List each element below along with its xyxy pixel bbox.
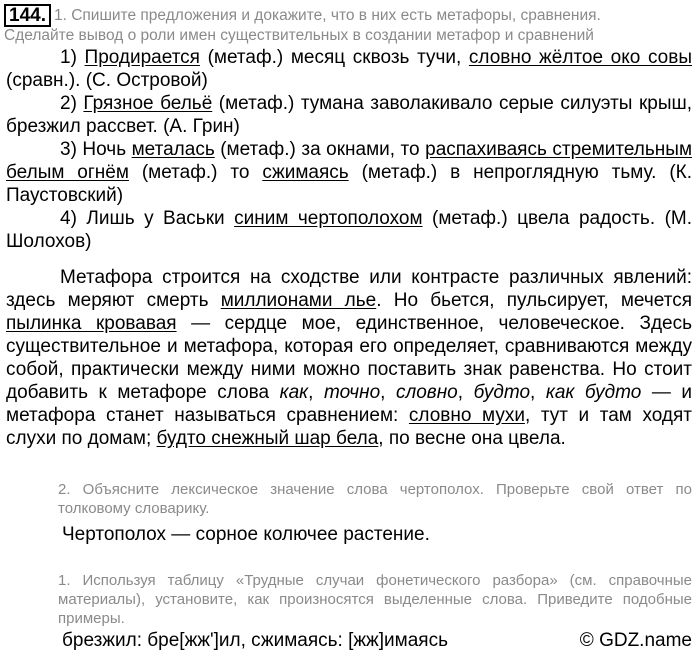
metaphor-phrase: Продирается [84, 47, 200, 68]
italic-word: словно [396, 382, 458, 403]
task-instruction-line2: Сделайте вывод о роли имен существительных в создании метафор и сравнений [4, 27, 594, 44]
conclusion-fragment: , [308, 382, 324, 403]
sentence-number: 3) [60, 139, 77, 160]
task-instruction-line1: 1. Спишите предложения и докажите, что в них есть метафоры, сравнения. [53, 7, 601, 24]
metaphor-phrase: металась [131, 139, 215, 160]
conclusion-fragment: , по весне она цвела. [378, 428, 566, 449]
sentence-text: (метаф.) в непроглядную тьму. (К. Паустовский) [6, 162, 693, 206]
task2-answer: Чертополох — сорное колючее растение. [62, 524, 430, 545]
conclusion-fragment: , [457, 382, 474, 403]
task-number: 144. [4, 4, 51, 27]
conclusion-fragment: , [380, 382, 396, 403]
sentence-text: Ночь [82, 139, 132, 160]
task2-instruction: 2. Объясните лексическое значение слова чертополох. Проверьте свой ответ по толковому словарику. [58, 481, 692, 517]
sentence-number: 2) [60, 93, 77, 114]
sentence-text: (метаф.) месяц сквозь тучи, [199, 47, 469, 68]
italic-word: как будто [545, 382, 642, 403]
underlined-phrase: миллионами лье [220, 290, 377, 311]
italic-word: как [279, 382, 309, 403]
sentence-3 [6, 138, 692, 207]
conclusion-fragment: — и метафора станет называться сравнением: [6, 382, 693, 426]
underlined-phrase: словно мухи [408, 405, 525, 426]
comparison-phrase: словно жёлтое око совы [468, 47, 692, 68]
italic-word: будто [473, 382, 531, 403]
conclusion-fragment: Метафора строится на сходстве или контрасте различных явлений: здесь меряют смерть [6, 267, 692, 311]
conclusion-fragment: , [530, 382, 546, 403]
conclusion-paragraph [6, 266, 692, 450]
metaphor-phrase: синим чертополохом [234, 208, 423, 229]
conclusion-fragment: . Но бьется, пульсирует, мечется [376, 290, 692, 311]
sentence-2 [6, 92, 692, 138]
sentence-number: 4) [60, 208, 77, 229]
metaphor-phrase: распахиваясь стремительным белым огнём [6, 139, 693, 183]
sentence-number: 1) [60, 47, 77, 68]
sentence-text: (метаф.) то [128, 162, 263, 183]
sentence-text: (метаф.) за окнами, то [214, 139, 426, 160]
watermark: © GDZ.name [579, 630, 692, 651]
underlined-phrase: будто снежный шар бела [156, 428, 379, 449]
conclusion-fragment: — сердце мое, единственное, человеческое. Здесь существительное и метафора, которая его определяет, сравниваются между собой, практически между ними можно поставить знак равенства. Но стоит добавить к метафоре слова [6, 313, 692, 403]
task-header [4, 4, 694, 44]
underlined-phrase: пылинка кровавая [6, 313, 177, 334]
sentence-text: (метаф.) цвела радость. (М. Шолохов) [6, 208, 693, 252]
sentences-block [6, 46, 692, 253]
task3-instruction: 1. Используя таблицу «Трудные случаи фонетического разбора» (см. справочные материалы), установите, как произносятся выделенные слова. Приведите подобные примеры. [58, 572, 692, 627]
sentence-text: Лишь у Васьки [86, 208, 235, 229]
sentence-text: (сравн.). (С. Островой) [6, 70, 208, 91]
conclusion-fragment: , тут и там ходят слухи по домам; [6, 405, 692, 449]
conclusion-text [6, 266, 692, 450]
task3-answer: брезжил: бре[жж']ил, сжимаясь: [жж]имаясь [62, 630, 448, 651]
sentence-4 [6, 207, 692, 253]
metaphor-phrase: Грязное бельё [83, 93, 213, 114]
sentence-1 [6, 46, 692, 92]
metaphor-phrase: сжимаясь [262, 162, 349, 183]
italic-word: точно [323, 382, 381, 403]
sentence-text: (метаф.) тумана заволакивало серые силуэты крыш, брезжил рассвет. (А. Грин) [6, 93, 692, 137]
